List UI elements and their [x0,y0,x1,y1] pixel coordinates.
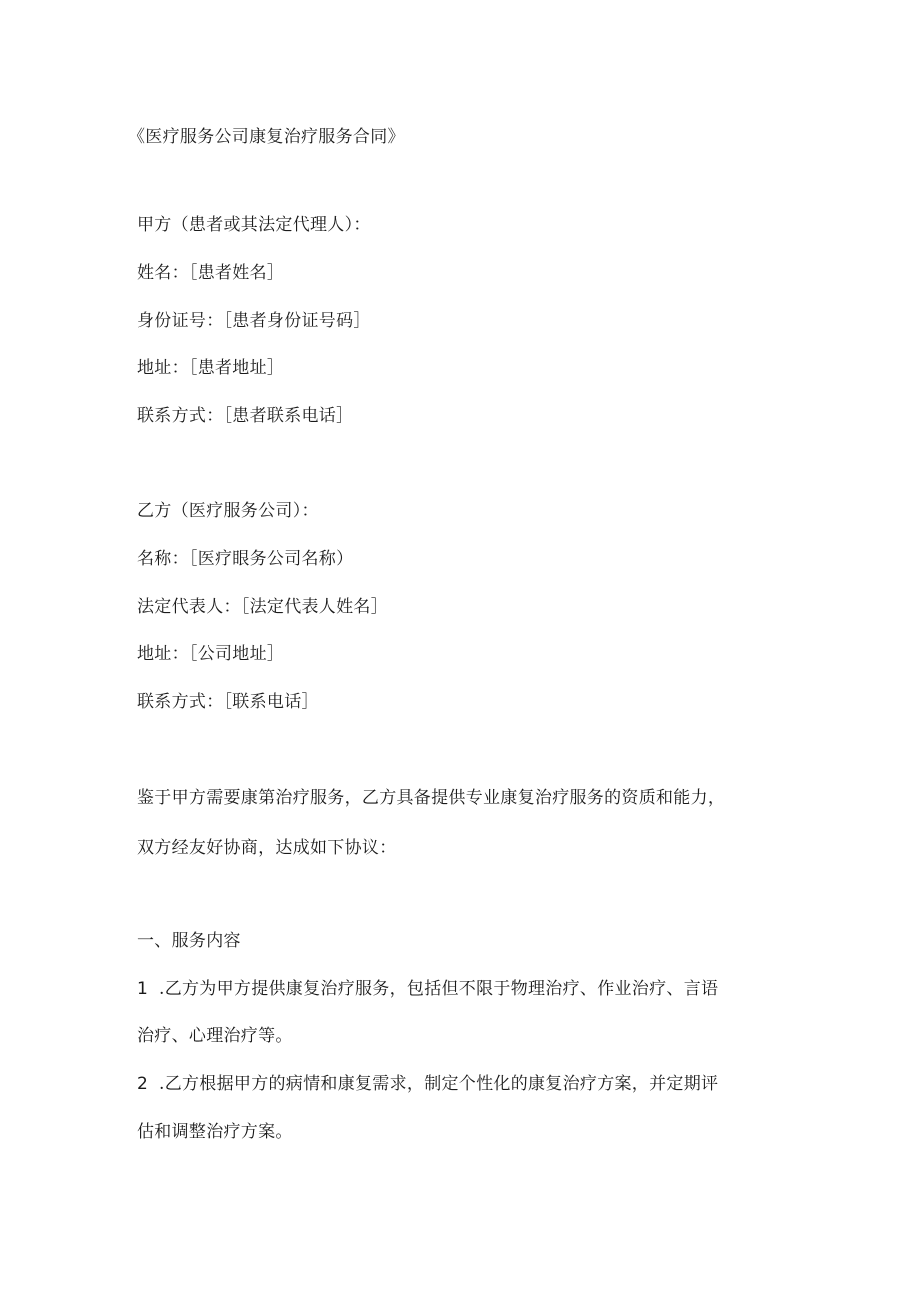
party-a-name: 姓名：［患者姓名］ [137,263,285,283]
party-b-heading: 乙方（医疗服务公司）： [137,501,319,521]
section-1-heading: 一、服务内容 [137,931,241,951]
party-b-name: 名称：［医疗眼务公司名称） [137,549,354,569]
section-1-item-2-line-2: 估和调整治疗方案。 [137,1122,293,1142]
section-1-item-1-line-1 [137,977,718,1001]
preamble-line-1: 鉴于甲方需要康第治疗服务，乙方具备提供专业康复治疗服务的资质和能力， [137,788,726,808]
party-a-id-number: 身份证号：［患者身份证号码］ [137,311,371,331]
party-b-contact: 联系方式：［联系电话］ [137,692,319,712]
preamble-line-2: 双方经友好协商，达成如下协议： [137,838,397,858]
section-1-item-2-line-1 [137,1072,718,1096]
item-number: 2 [137,1074,149,1094]
party-a-address: 地址：［患者地址］ [137,358,285,378]
party-b-address: 地址：［公司地址］ [137,644,285,664]
party-a-contact: 联系方式：［患者联系电话］ [137,406,354,426]
item-text: .乙方为甲方提供康复治疗服务，包括但不限于物理治疗、作业治疗、言语 [159,979,719,999]
section-1-item-1-line-2: 治疗、心理治疗等。 [137,1026,293,1046]
document-title: 《医疗服务公司康复治疗服务合同》 [128,127,405,147]
party-a-heading: 甲方（患者或其法定代理人）： [137,215,371,235]
party-b-representative: 法定代表人：［法定代表人姓名］ [137,597,388,617]
item-text: .乙方根据甲方的病情和康复需求，制定个性化的康复治疗方案，并定期评 [159,1074,719,1094]
item-number: 1 [137,979,149,999]
